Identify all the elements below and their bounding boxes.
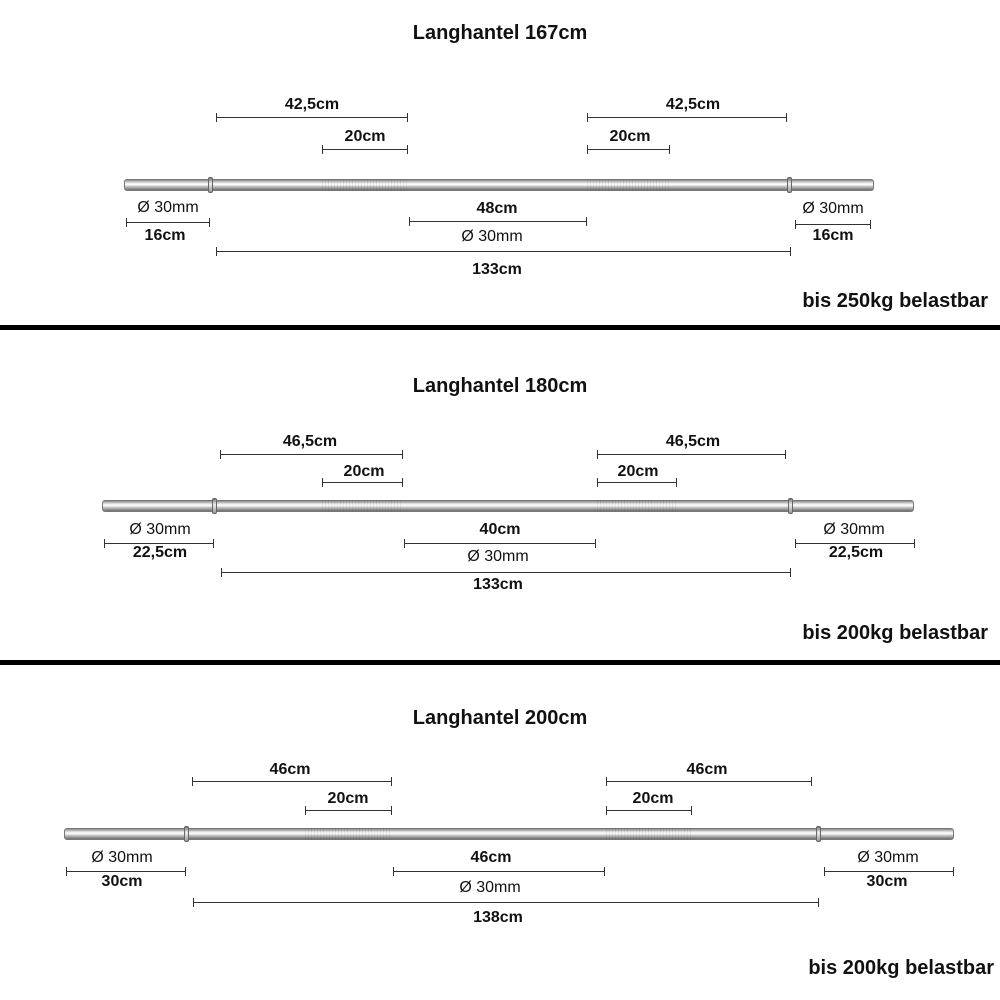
- knurling-right: [606, 828, 692, 840]
- shaft-length: 138cm: [473, 909, 523, 926]
- center-diameter: Ø 30mm: [461, 228, 523, 245]
- dim-line-shaft: [221, 572, 791, 573]
- barbell-shaft: [124, 179, 874, 191]
- dim-label-left-top: 42,5cm: [284, 96, 340, 113]
- center-diameter: Ø 30mm: [459, 879, 521, 896]
- dim-line-left-top: [220, 454, 403, 455]
- center-length: 40cm: [479, 521, 521, 538]
- dim-line-center: [404, 543, 596, 544]
- panel-title: Langhantel 200cm: [412, 707, 588, 729]
- knurling-right: [587, 179, 670, 191]
- shaft-length: 133cm: [473, 576, 523, 593]
- dim-label-left-inner: 20cm: [344, 128, 386, 145]
- panel-langhantel-200: [0, 665, 1000, 1000]
- dim-label-right-top: 46cm: [686, 761, 728, 778]
- left-sleeve-diameter: Ø 30mm: [129, 521, 191, 538]
- dim-line-shaft: [216, 251, 791, 252]
- dim-line-left-sleeve: [66, 871, 186, 872]
- dim-line-right-sleeve: [795, 224, 871, 225]
- left-sleeve-diameter: Ø 30mm: [137, 199, 199, 216]
- left-sleeve-length: 30cm: [101, 873, 143, 890]
- dim-line-right-top: [597, 454, 786, 455]
- left-sleeve-diameter: Ø 30mm: [91, 849, 153, 866]
- panel-title: Langhantel 180cm: [412, 375, 588, 397]
- dim-line-right-sleeve: [824, 871, 954, 872]
- dim-line-left-inner: [322, 482, 403, 483]
- right-sleeve-diameter: Ø 30mm: [802, 200, 864, 217]
- right-sleeve-diameter: Ø 30mm: [823, 521, 885, 538]
- load-capacity: bis 250kg belastbar: [802, 290, 988, 312]
- dim-line-right-top: [587, 117, 787, 118]
- dim-line-left-top: [192, 781, 392, 782]
- left-sleeve-length: 16cm: [144, 227, 186, 244]
- knurling-left: [305, 828, 392, 840]
- center-length: 48cm: [476, 200, 518, 217]
- collar-left: [208, 177, 213, 193]
- collar-right: [816, 826, 821, 842]
- dim-label-left-inner: 20cm: [343, 463, 385, 480]
- knurling-left: [322, 179, 408, 191]
- dim-label-left-top: 46,5cm: [282, 433, 338, 450]
- dim-line-right-top: [606, 781, 812, 782]
- right-sleeve-length: 22,5cm: [828, 544, 884, 561]
- dim-line-left-inner: [322, 149, 408, 150]
- dim-line-left-top: [216, 117, 408, 118]
- center-diameter: Ø 30mm: [467, 548, 529, 565]
- right-sleeve-diameter: Ø 30mm: [857, 849, 919, 866]
- dim-line-center: [393, 871, 605, 872]
- dim-line-right-inner: [606, 810, 692, 811]
- dim-line-right-inner: [597, 482, 677, 483]
- center-length: 46cm: [470, 849, 512, 866]
- dim-line-shaft: [193, 902, 819, 903]
- dim-line-left-inner: [305, 810, 392, 811]
- load-capacity: bis 200kg belastbar: [802, 622, 988, 644]
- knurling-left: [322, 500, 403, 512]
- collar-left: [184, 826, 189, 842]
- collar-right: [788, 498, 793, 514]
- dim-label-right-inner: 20cm: [617, 463, 659, 480]
- dim-label-right-top: 46,5cm: [665, 433, 721, 450]
- dim-label-right-inner: 20cm: [632, 790, 674, 807]
- panel-langhantel-180: [0, 330, 1000, 660]
- dim-label-left-top: 46cm: [269, 761, 311, 778]
- left-sleeve-length: 22,5cm: [132, 544, 188, 561]
- dim-label-right-inner: 20cm: [609, 128, 651, 145]
- load-capacity: bis 200kg belastbar: [808, 957, 994, 979]
- panel-langhantel-167: [0, 0, 1000, 325]
- dim-line-right-inner: [587, 149, 670, 150]
- dim-label-right-top: 42,5cm: [665, 96, 721, 113]
- collar-left: [212, 498, 217, 514]
- dim-label-left-inner: 20cm: [327, 790, 369, 807]
- panel-title: Langhantel 167cm: [412, 22, 588, 44]
- right-sleeve-length: 16cm: [812, 227, 854, 244]
- shaft-length: 133cm: [472, 261, 522, 278]
- dim-line-left-sleeve: [126, 222, 210, 223]
- right-sleeve-length: 30cm: [866, 873, 908, 890]
- collar-right: [787, 177, 792, 193]
- knurling-right: [597, 500, 677, 512]
- dim-line-center: [409, 221, 587, 222]
